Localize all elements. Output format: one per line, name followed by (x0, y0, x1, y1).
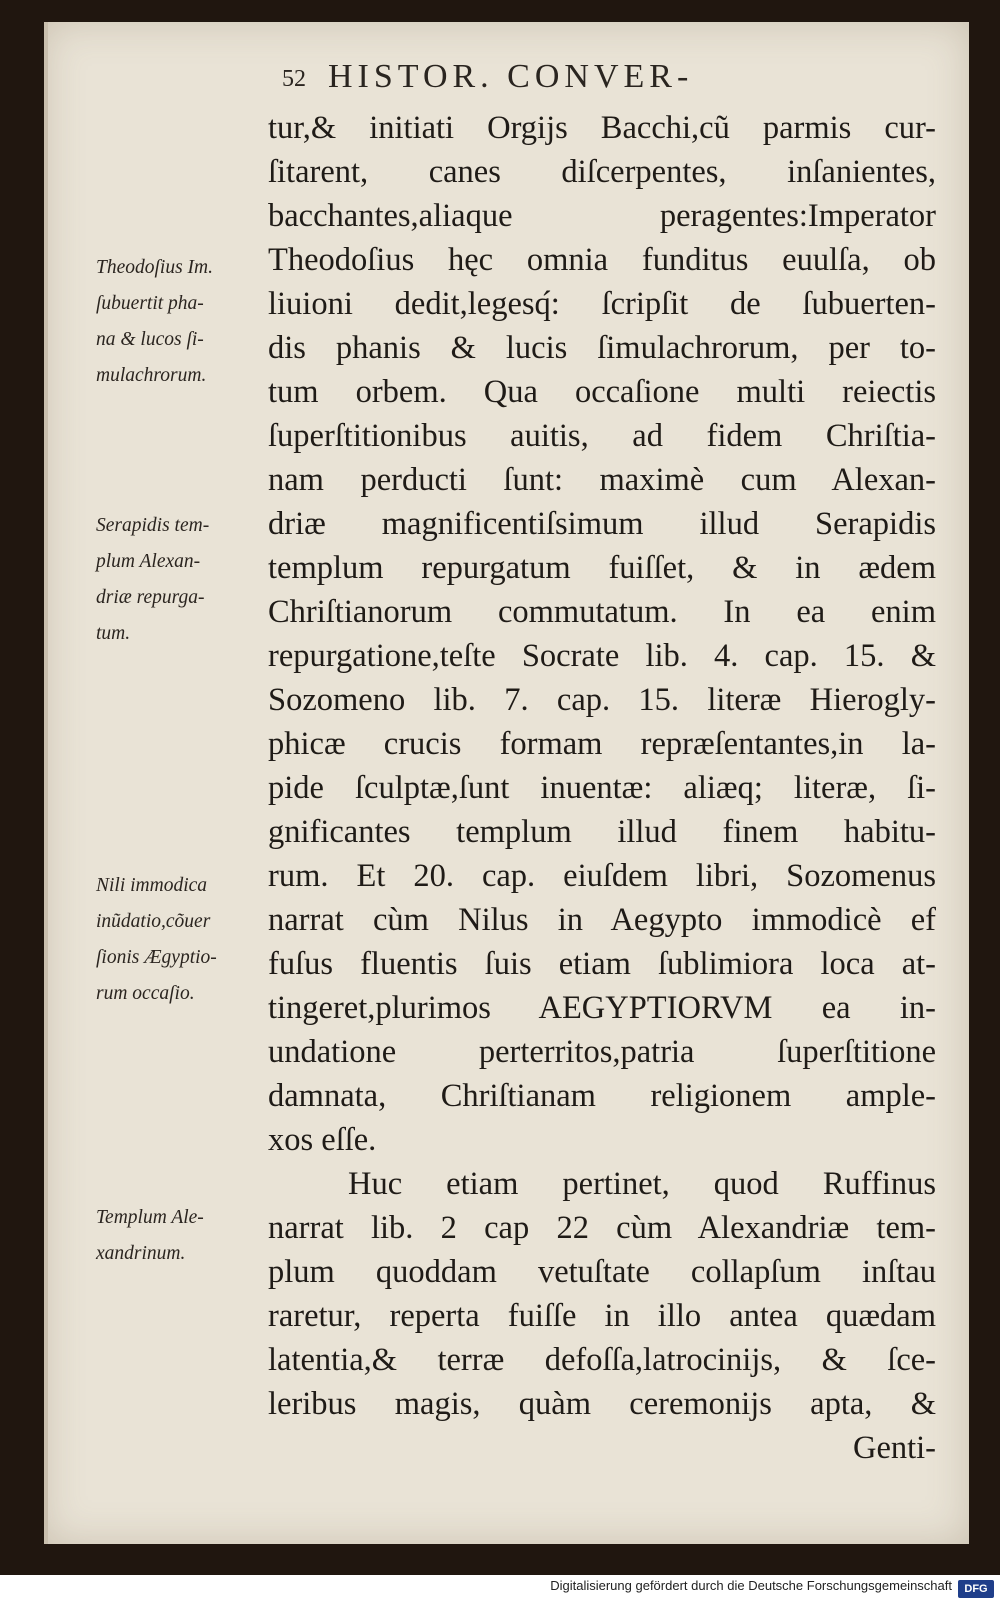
margin-note-line: plum Alexan- (96, 551, 201, 572)
funding-credit: Digitalisierung gefördert durch die Deutsche Forschungsgemeinschaft (550, 1578, 952, 1593)
margin-note-line: xandrinum. (96, 1243, 186, 1264)
text-line: undatione perterritos,patria ſuperſtitione (268, 1034, 936, 1070)
text-line: plum quoddam vetuſtate collapſum inſtau (268, 1254, 936, 1290)
page-number: 52 (282, 66, 306, 92)
text-line: repurgatione,teſte Socrate lib. 4. cap. 15. & (268, 638, 936, 674)
text-line: tingeret,plurimos AEGYPTIORVM ea in- (268, 990, 936, 1026)
text-line: raretur, reperta fuiſſe in illo antea quædam (268, 1298, 936, 1334)
margin-note-nili (96, 868, 264, 1012)
margin-note-theodosius (96, 250, 264, 394)
margin-note-line: Theodoſius Im. (96, 257, 213, 278)
catchword: Genti- (852, 1430, 936, 1466)
text-line: nam perducti ſunt: maximè cum Alexan- (268, 462, 936, 498)
margin-note-line: ſubuertit pha- (96, 293, 204, 314)
margin-note-line: inũdatio,cõuer (96, 911, 211, 932)
margin-note-line: rum occaſio. (96, 983, 195, 1004)
text-line: narrat lib. 2 cap 22 cùm Alexandriæ tem- (268, 1210, 936, 1246)
margin-note-line: tum. (96, 623, 131, 644)
text-line: dis phanis & lucis ſimulachrorum, per to- (268, 330, 936, 366)
page-header (282, 58, 842, 102)
text-line: leribus magis, quàm ceremonijs apta, & (268, 1386, 936, 1422)
text-line: tum orbem. Qua occaſione multi reiectis (268, 374, 936, 410)
margin-note-line: mulachrorum. (96, 365, 207, 386)
text-line: ſitarent, canes diſcerpentes, inſanientes, (268, 154, 936, 190)
margin-note-line: Serapidis tem- (96, 515, 210, 536)
text-line: narrat cùm Nilus in Aegypto immodicè ef (268, 902, 936, 938)
text-line: rum. Et 20. cap. eiuſdem libri, Sozomenus (268, 858, 936, 894)
margin-note-line: na & lucos ſi- (96, 329, 204, 350)
text-line: ſuperſtitionibus auitis, ad fidem Chriſtia- (268, 418, 936, 454)
text-line: fuſus fluentis ſuis etiam ſublimiora loca at- (268, 946, 936, 982)
text-line: pide ſculptæ,ſunt inuentæ: aliæq; literæ, ſi- (268, 770, 936, 806)
text-line: phicæ crucis formam repræſentantes,in la- (268, 726, 936, 762)
running-title: HISTOR. CONVER- (328, 58, 694, 95)
page-gutter-edge (44, 22, 48, 1544)
text-line: Chriſtianorum commutatum. In ea enim (268, 594, 936, 630)
text-line: liuioni dedit,legesq́: ſcripſit de ſubuerten- (268, 286, 936, 322)
dfg-logo: DFG (958, 1580, 994, 1598)
text-line: gnificantes templum illud finem habitu- (268, 814, 936, 850)
text-line: tur,& initiati Orgijs Bacchi,cũ parmis cur- (268, 110, 936, 146)
text-line: latentia,& terræ defoſſa,latrocinijs, & ſce- (268, 1342, 936, 1378)
text-line: Sozomeno lib. 7. cap. 15. literæ Hierogly- (268, 682, 936, 718)
text-line: xos eſſe. (268, 1122, 377, 1158)
margin-note-line: Templum Ale- (96, 1207, 204, 1228)
text-line: bacchantes,aliaque peragentes:Imperator (268, 198, 936, 234)
text-line: damnata, Chriſtianam religionem ample- (268, 1078, 936, 1114)
text-line: driæ magnificentiſsimum illud Serapidis (268, 506, 936, 542)
text-line: Theodoſius hęc omnia funditus euulſa, ob (268, 242, 936, 278)
margin-note-line: ſionis Ægyptio- (96, 947, 217, 968)
margin-note-line: driæ repurga- (96, 587, 205, 608)
margin-note-serapidis (96, 508, 264, 652)
margin-note-line: Nili immodica (96, 875, 208, 896)
margin-note-templum (96, 1200, 264, 1272)
text-line: templum repurgatum fuiſſet, & in ædem (268, 550, 936, 586)
text-line-indented: Huc etiam pertinet, quod Ruffinus (348, 1166, 936, 1202)
